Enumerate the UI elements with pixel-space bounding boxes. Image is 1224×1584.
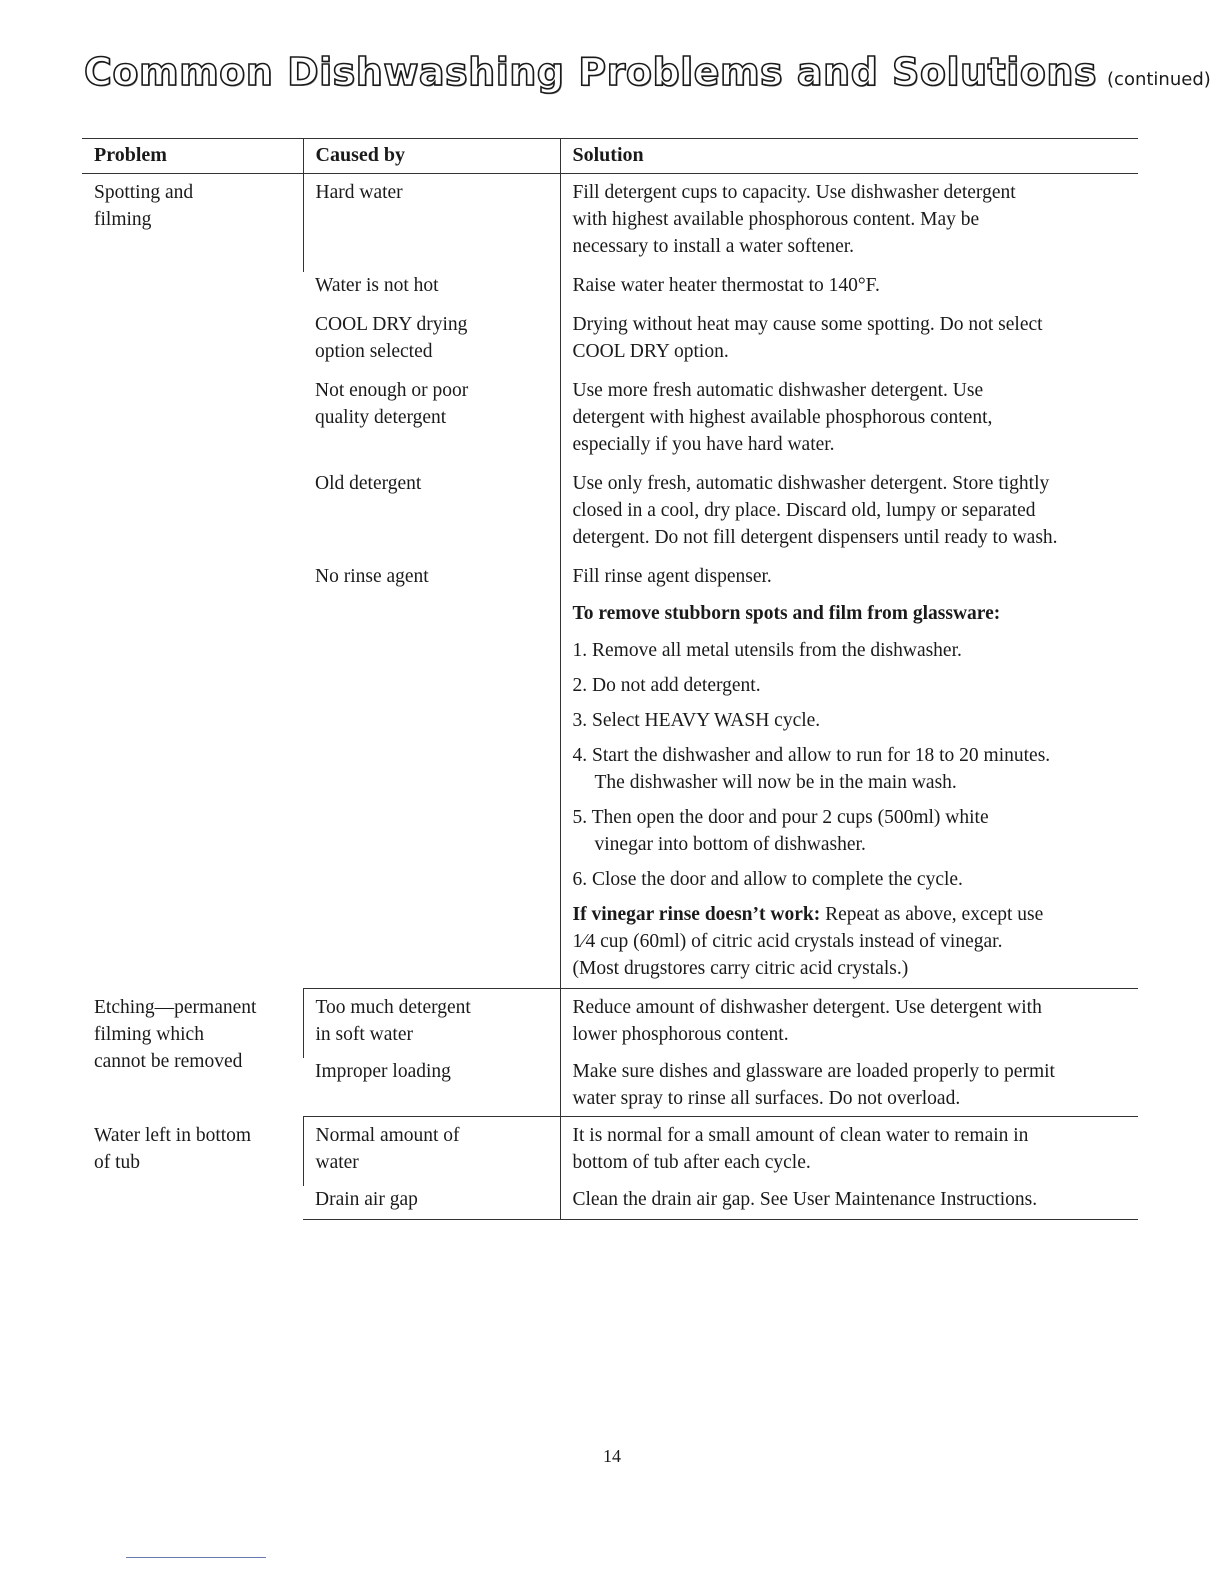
solution-cell: Clean the drain air gap. See User Maintenance Instructions. bbox=[560, 1186, 1138, 1220]
cause-cell-empty bbox=[303, 600, 560, 989]
step-6: 6. Close the door and allow to complete the cycle. bbox=[572, 869, 963, 890]
header-solution: Solution bbox=[560, 139, 1138, 174]
cause-cell: Water is not hot bbox=[315, 275, 439, 296]
step-5: 5. Then open the door and pour 2 cups (500ml) white vinegar into bottom of dishwasher. bbox=[572, 807, 989, 855]
step-1: 1. Remove all metal utensils from the dishwasher. bbox=[572, 640, 962, 661]
cause-cell: Hard water bbox=[303, 174, 560, 273]
cause-cell: Too much detergent in soft water bbox=[303, 989, 560, 1059]
table-header-row bbox=[82, 139, 1138, 174]
vinegar-note: If vinegar rinse doesn’t work: Repeat as above, except use bbox=[572, 904, 1044, 925]
solution-cell: Use only fresh, automatic dishwasher detergent. Store tightly closed in a cool, dry place. Discard old, lumpy or separated detergent. Do not fill detergent dispensers until ready to wash. bbox=[560, 470, 1138, 563]
problem-cell: Etching—permanent filming which cannot be removed bbox=[94, 996, 257, 1072]
problem-cell: Spotting and filming bbox=[94, 182, 194, 230]
step-4: 4. Start the dishwasher and allow to run for 18 to 20 minutes. The dishwasher will now be in the main wash. bbox=[572, 745, 1051, 793]
cause-cell: Old detergent bbox=[315, 473, 422, 494]
solution-cell: Fill detergent cups to capacity. Use dishwasher detergent with highest available phosphorous content. May be necessary to install a water softener. bbox=[560, 174, 1138, 273]
solution-cell: Use more fresh automatic dishwasher detergent. Use detergent with highest available phosphorous content, especially if you have hard water. bbox=[560, 377, 1138, 470]
problems-table bbox=[82, 138, 1138, 1220]
header-caused-by: Caused by bbox=[303, 139, 560, 174]
solution-cell: Make sure dishes and glassware are loaded properly to permit water spray to rinse all surfaces. Do not overload. bbox=[560, 1058, 1138, 1117]
step-2: 2. Do not add detergent. bbox=[572, 675, 761, 696]
title-main: Common Dishwashing Problems and Solutions bbox=[84, 50, 1098, 94]
page-title bbox=[84, 50, 1211, 94]
solution-cell: Drying without heat may cause some spotting. Do not select COOL DRY option. bbox=[560, 311, 1138, 377]
solution-cell: Fill rinse agent dispenser. bbox=[560, 563, 1138, 600]
header-problem: Problem bbox=[82, 139, 303, 174]
cause-cell: COOL DRY drying option selected bbox=[315, 314, 468, 362]
glassware-instructions: To remove stubborn spots and film from glassware: 1. Remove all metal utensils from the dishwasher. 2. Do not add detergent. 3. Select HEAVY WASH cycle. 4. Start the dishwasher and allow to run for 18 to 20 minutes. The dishwasher will now be in the main wash. 5. Then open the door and pour 2 cups (500ml) white vinegar into bottom of dishwasher. 6. Close the door and allow to complete the cycle. If vinegar rinse doesn’t work: Repeat as above, except use 1⁄4 cup (60ml) of citric acid crystals instead of vinegar. (Most drugstores carry citric acid crystals.) bbox=[560, 600, 1138, 989]
title-continued: (continued) bbox=[1107, 69, 1211, 90]
step-3: 3. Select HEAVY WASH cycle. bbox=[572, 710, 821, 731]
bottom-rule bbox=[126, 1557, 266, 1558]
page-number: 14 bbox=[603, 1446, 621, 1466]
cause-cell: Drain air gap bbox=[303, 1186, 560, 1220]
cause-cell: No rinse agent bbox=[315, 566, 429, 587]
table-row bbox=[82, 1117, 1138, 1187]
cause-cell: Improper loading bbox=[303, 1058, 560, 1117]
problem-cell: Water left in bottom of tub bbox=[94, 1124, 252, 1173]
glassware-heading: To remove stubborn spots and film from glassware: bbox=[572, 603, 1001, 624]
cause-cell: Not enough or poor quality detergent bbox=[315, 380, 469, 428]
solution-cell: Raise water heater thermostat to 140°F. bbox=[560, 272, 1138, 311]
solution-cell: It is normal for a small amount of clean water to remain in bottom of tub after each cycle. bbox=[560, 1117, 1138, 1187]
cause-cell: Normal amount of water bbox=[303, 1117, 560, 1187]
table-row bbox=[82, 174, 1138, 273]
solution-cell: Reduce amount of dishwasher detergent. Use detergent with lower phosphorous content. bbox=[560, 989, 1138, 1059]
table-row bbox=[82, 989, 1138, 1059]
